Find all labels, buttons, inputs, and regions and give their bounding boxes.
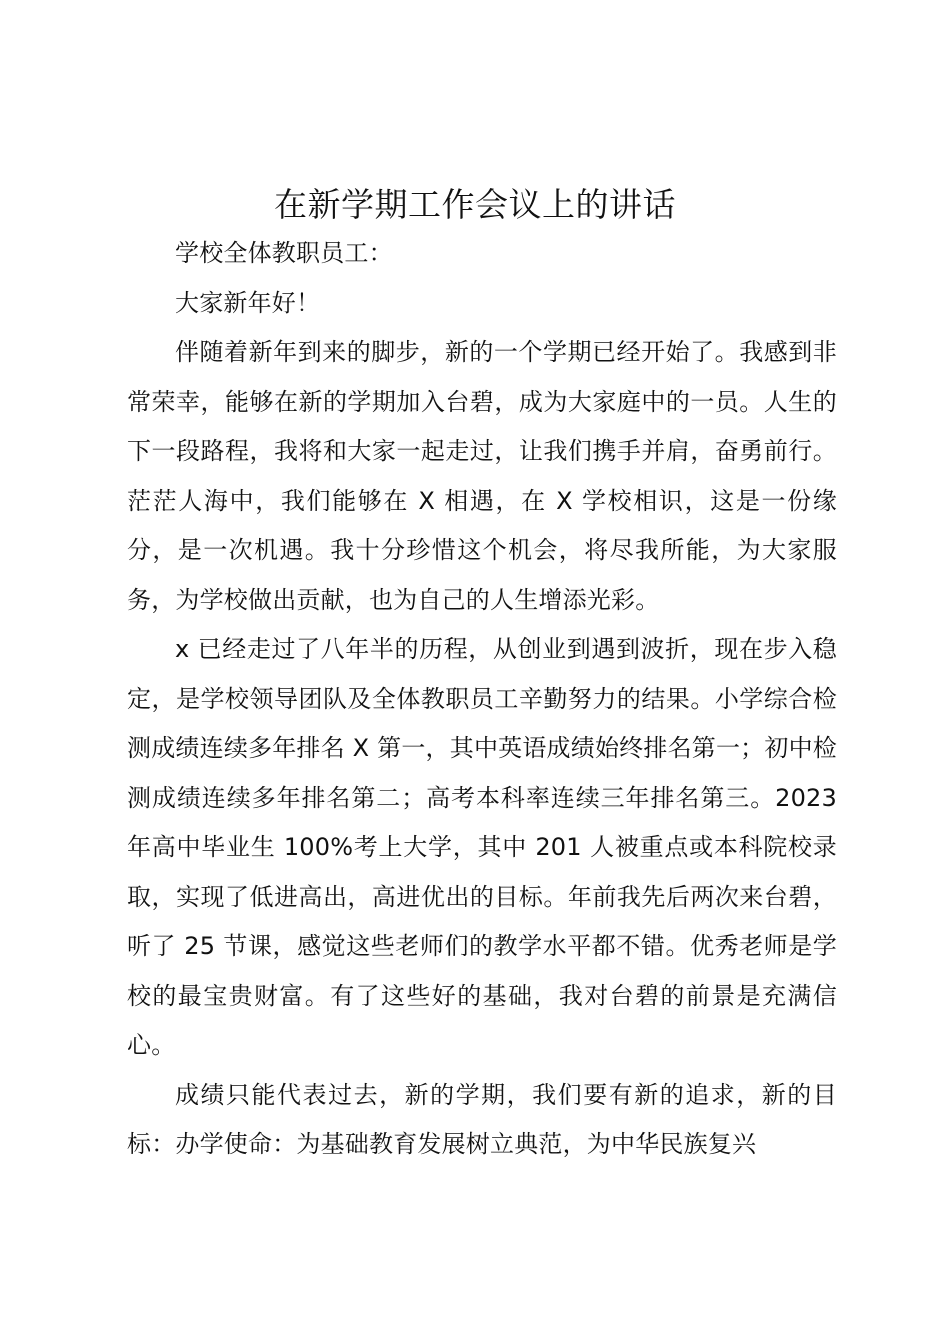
paragraph-2: x 已经走过了八年半的历程，从创业到遇到波折，现在步入稳定，是学校领导团队及全体教职员工辛勤努力的结果。小学综合检测成绩连续多年排名 X 第一，其中英语成绩始终排名第一；初中检测成绩连续多年排名第二；高考本科率连续三年排名第三。2023 年高中毕业生 100%考上大学，其中 201 人被重点或本科院校录取，实现了低进高出，高进优出的目标。年前我先后两次来台碧，听了 25 节课，感觉这些老师们的教学水平都不错。优秀老师是学校的最宝贵财富。有了这些好的基础，我对台碧的前景是充满信心。 — [127, 635, 837, 1059]
document-title: 在新学期工作会议上的讲话 — [274, 185, 676, 224]
salutation-line: 大家新年好！ — [175, 288, 321, 317]
greeting-line: 学校全体教职员工： — [175, 239, 393, 267]
paragraph-3: 成绩只能代表过去，新的学期，我们要有新的追求，新的目标：办学使命：为基础教育发展树立典范，为中华民族复兴 — [127, 1080, 837, 1158]
paragraph-1: 伴随着新年到来的脚步，新的一个学期已经开始了。我感到非常荣幸，能够在新的学期加入台碧，成为大家庭中的一员。人生的下一段路程，我将和大家一起走过，让我们携手并肩，奋勇前行。茫茫人海中，我们能够在 X 相遇，在 X 学校相识，这是一份缘分，是一次机遇。我十分珍惜这个机会，将尽我所能，为大家服务，为学校做出贡献，也为自己的人生增添光彩。 — [127, 338, 837, 614]
document-body — [127, 229, 837, 1170]
